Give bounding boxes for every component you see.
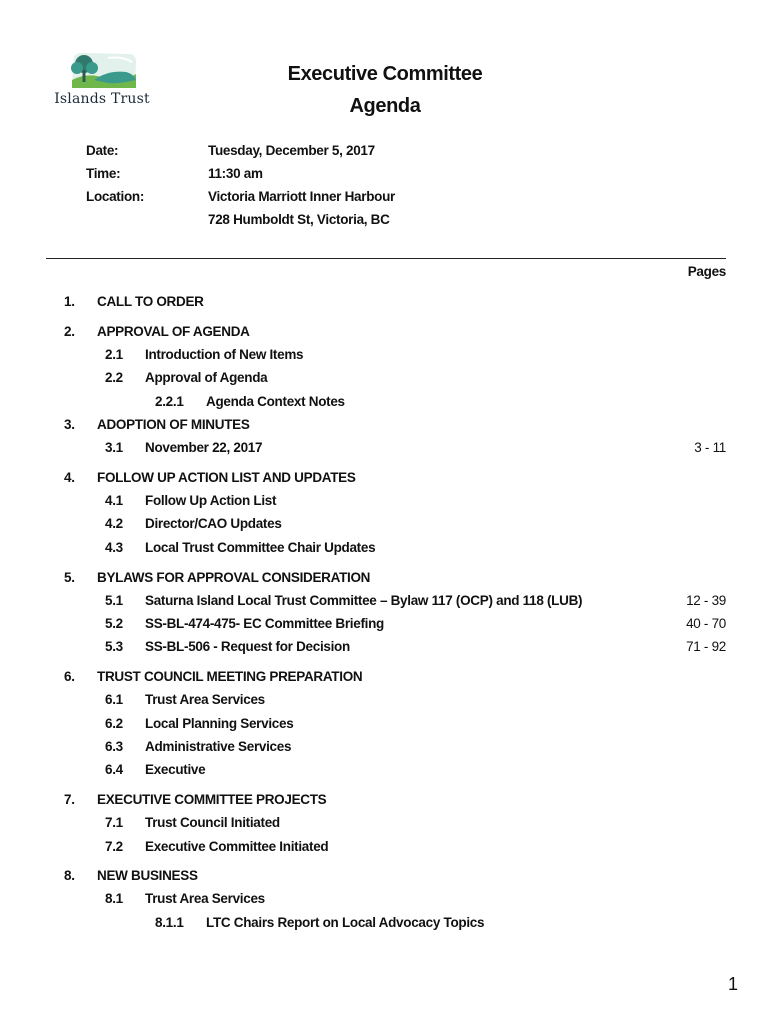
agenda-item — [0, 570, 770, 590]
agenda-item — [0, 370, 770, 390]
item-label: FOLLOW UP ACTION LIST AND UPDATES — [97, 470, 356, 485]
agenda-item — [0, 792, 770, 812]
location-label: Location: — [86, 189, 145, 204]
item-number: 6.1 — [105, 692, 123, 707]
agenda-item — [0, 324, 770, 344]
agenda-item — [0, 493, 770, 513]
item-number: 8.1 — [105, 891, 123, 906]
item-label: EXECUTIVE COMMITTEE PROJECTS — [97, 792, 327, 807]
item-pages: 12 - 39 — [686, 593, 726, 608]
title-line-1: Executive Committee — [287, 63, 483, 85]
item-label: SS-BL-506 - Request for Decision — [145, 639, 350, 654]
item-label: CALL TO ORDER — [97, 294, 204, 309]
item-number: 2. — [64, 324, 75, 339]
item-number: 2.1 — [105, 347, 123, 362]
time-value: 11:30 am — [208, 166, 263, 181]
item-number: 5. — [64, 570, 75, 585]
item-number: 4. — [64, 470, 75, 485]
time-label: Time: — [86, 166, 121, 181]
agenda-item — [0, 639, 770, 659]
pages-column-heading: Pages — [687, 264, 726, 279]
agenda-item — [0, 616, 770, 636]
date-label: Date: — [86, 143, 119, 158]
agenda-item — [0, 540, 770, 560]
agenda-item — [0, 716, 770, 736]
item-pages: 3 - 11 — [694, 440, 726, 455]
item-pages: 40 - 70 — [686, 616, 726, 631]
agenda-item — [0, 868, 770, 888]
item-label: Approval of Agenda — [145, 370, 268, 385]
item-label: November 22, 2017 — [145, 440, 263, 455]
item-label: Local Planning Services — [145, 716, 294, 731]
item-label: ADOPTION OF MINUTES — [97, 417, 250, 432]
agenda-item — [0, 915, 770, 935]
agenda-item — [0, 762, 770, 782]
agenda-item — [0, 891, 770, 911]
agenda-item — [0, 815, 770, 835]
item-label: Local Trust Committee Chair Updates — [145, 540, 376, 555]
item-label: Director/CAO Updates — [145, 516, 282, 531]
item-label: Trust Council Initiated — [145, 815, 280, 830]
item-label: Executive — [145, 762, 206, 777]
item-label: SS-BL-474-475- EC Committee Briefing — [145, 616, 385, 631]
item-label: Trust Area Services — [145, 891, 265, 906]
item-number: 8.1.1 — [155, 915, 184, 930]
item-number: 6.4 — [105, 762, 123, 777]
item-label: BYLAWS FOR APPROVAL CONSIDERATION — [97, 570, 371, 585]
logo-text: Islands Trust — [54, 91, 150, 107]
item-number: 5.3 — [105, 639, 123, 654]
item-number: 2.2.1 — [155, 394, 184, 409]
location-value-line1: Victoria Marriott Inner Harbour — [208, 189, 395, 204]
item-number: 6. — [64, 669, 75, 684]
agenda-item — [0, 470, 770, 490]
item-label: Agenda Context Notes — [206, 394, 345, 409]
agenda-item — [0, 516, 770, 536]
agenda-item — [0, 440, 770, 460]
item-number: 3. — [64, 417, 75, 432]
agenda-item — [0, 739, 770, 759]
item-number: 7.1 — [105, 815, 123, 830]
item-number: 2.2 — [105, 370, 123, 385]
item-pages: 71 - 92 — [686, 639, 726, 654]
agenda-item — [0, 593, 770, 613]
item-number: 6.2 — [105, 716, 123, 731]
item-number: 7. — [64, 792, 75, 807]
agenda-item — [0, 417, 770, 437]
document-title — [180, 58, 590, 122]
agenda-item — [0, 394, 770, 414]
item-number: 3.1 — [105, 440, 123, 455]
item-label: Introduction of New Items — [145, 347, 304, 362]
title-line-2: Agenda — [349, 95, 421, 117]
item-number: 6.3 — [105, 739, 123, 754]
item-number: 8. — [64, 868, 75, 883]
item-number: 7.2 — [105, 839, 123, 854]
agenda-item — [0, 692, 770, 712]
item-number: 4.2 — [105, 516, 123, 531]
header-divider — [46, 258, 726, 259]
item-label: Executive Committee Initiated — [145, 839, 329, 854]
item-label: LTC Chairs Report on Local Advocacy Topics — [206, 915, 485, 930]
item-label: Administrative Services — [145, 739, 292, 754]
agenda-item — [0, 347, 770, 367]
item-label: Trust Area Services — [145, 692, 265, 707]
item-label: NEW BUSINESS — [97, 868, 198, 883]
item-label: Follow Up Action List — [145, 493, 277, 508]
agenda-item — [0, 294, 770, 314]
item-label: TRUST COUNCIL MEETING PREPARATION — [97, 669, 363, 684]
item-label: Saturna Island Local Trust Committee – Bylaw 117 (OCP) and 118 (LUB) — [145, 593, 583, 608]
agenda-item — [0, 839, 770, 859]
page-number: 1 — [727, 974, 738, 994]
islands-trust-logo — [54, 50, 150, 114]
item-number: 5.2 — [105, 616, 123, 631]
item-number: 4.3 — [105, 540, 123, 555]
location-value-line2: 728 Humboldt St, Victoria, BC — [208, 212, 390, 227]
item-number: 5.1 — [105, 593, 123, 608]
agenda-item — [0, 669, 770, 689]
item-number: 4.1 — [105, 493, 123, 508]
item-label: APPROVAL OF AGENDA — [97, 324, 250, 339]
date-value: Tuesday, December 5, 2017 — [208, 143, 375, 158]
item-number: 1. — [64, 294, 75, 309]
islands-trust-emblem-icon — [64, 50, 140, 92]
